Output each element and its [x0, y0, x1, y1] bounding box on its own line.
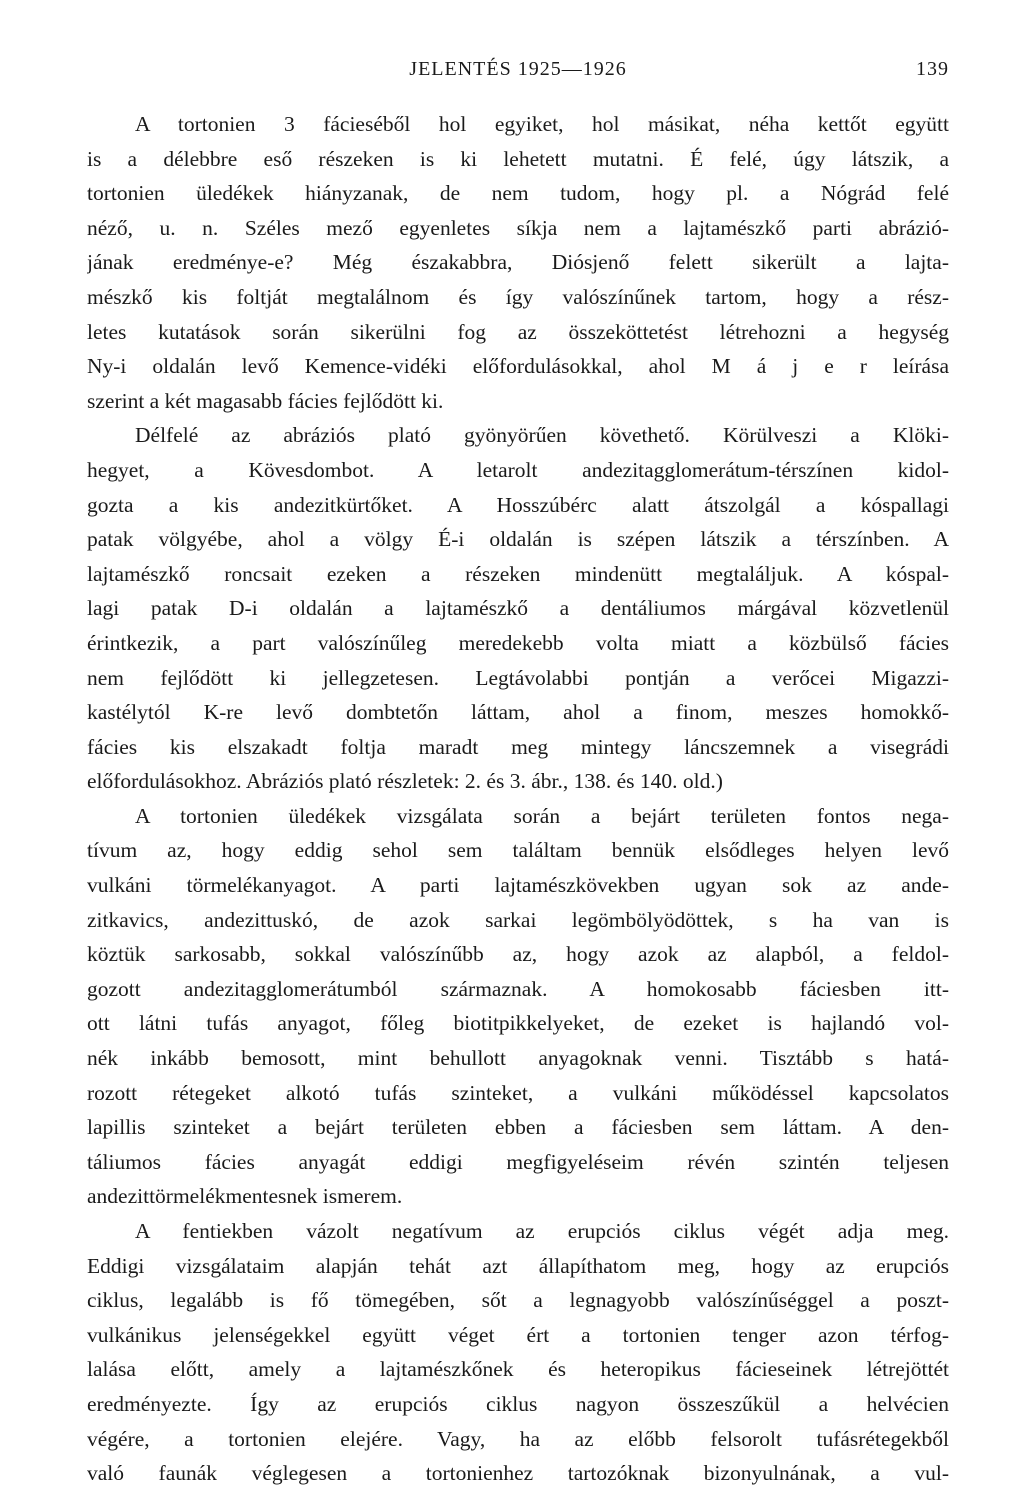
text-line: jának eredménye-e? Még északabbra, Diósjenő felett sikerült a lajta-	[87, 250, 949, 275]
running-head	[87, 58, 949, 88]
text-line: is a délebbre eső részeken is ki lehetett mutatni. É felé, úgy látszik, a	[87, 146, 949, 171]
text-line: néző, u. n. Széles mező egyenletes síkja nem a lajtamészkő parti abrázió-	[87, 215, 949, 240]
text-line: eredményezte. Így az erupciós ciklus nagyon összeszűkül a helvécien	[87, 1391, 949, 1416]
text-line: tortonien üledékek hiányzanak, de nem tudom, hogy pl. a Nógrád felé	[87, 181, 949, 206]
text-line: való faunák véglegesen a tortonienhez tartozóknak bizonyulnának, a vul-	[87, 1461, 949, 1486]
text-line: lalása előtt, amely a lajtamészkőnek és heteropikus fácieseinek létrejöttét	[87, 1357, 949, 1382]
text-line: lapillis szinteket a bejárt területen ebben a fáciesben sem láttam. A den-	[87, 1115, 949, 1140]
text-line: fácies kis elszakadt foltja maradt meg mintegy láncszemnek a visegrádi	[87, 734, 949, 759]
running-head-title: JELENTÉS 1925—1926	[409, 58, 627, 80]
text-line: nék inkább bemosott, mint behullott anyagoknak venni. Tisztább s hatá-	[87, 1046, 949, 1071]
text-line: tívum az, hogy eddig sehol sem találtam bennük elsődleges helyen levő	[87, 838, 949, 863]
text-line: hegyet, a Kövesdombot. A letarolt andezitagglomerátum-térszínen kidol-	[87, 457, 949, 482]
page-number: 139	[916, 58, 949, 80]
text-line: rozott rétegeket alkotó tufás szinteket, a vulkáni működéssel kapcsolatos	[87, 1080, 949, 1105]
text-line: A tortonien 3 fácieséből hol egyiket, hol másikat, néha kettőt együtt	[135, 112, 949, 136]
text-line: lajtamészkő roncsait ezeken a részeken mindenütt megtaláljuk. A kóspal-	[87, 561, 949, 586]
text-line: vulkánikus jelenségekkel együtt véget ért a tortonien tenger azon térfog-	[87, 1322, 949, 1347]
text-line: ott látni tufás anyagot, főleg biotitpikkelyeket, de ezeket is hajlandó vol-	[87, 1011, 949, 1036]
text-line: gozott andezitagglomerátumból származnak. A homokosabb fáciesben itt-	[87, 976, 949, 1001]
text-line: lagi patak D-i oldalán a lajtamészkő a dentáliumos márgával közvetlenül	[87, 596, 949, 621]
text-line: köztük sarkosabb, sokkal valószínűbb az, hogy azok az alapból, a feldol-	[87, 942, 949, 967]
text-line: zitkavics, andezittuskó, de azok sarkai legömbölyödöttek, s ha van is	[87, 907, 949, 932]
text-line: gozta a kis andezitkürtőket. A Hosszúbérc alatt átszolgál a kóspallagi	[87, 492, 949, 517]
text-line: ciklus, legalább is fő tömegében, sőt a legnagyobb valószínűséggel a poszt-	[87, 1288, 949, 1313]
text-line: letes kutatások során sikerülni fog az összeköttetést létrehozni a hegység	[87, 319, 949, 344]
text-line: andezittörmelékmentesnek ismerem.	[87, 1184, 403, 1209]
text-line: patak völgyébe, ahol a völgy É-i oldalán is szépen látszik a térszínben. A	[87, 527, 949, 552]
text-line: A tortonien üledékek vizsgálata során a bejárt területen fontos nega-	[135, 803, 949, 828]
text-line: Ny-i oldalán levő Kemence-vidéki előfordulásokkal, ahol M á j e r leírása	[87, 354, 949, 379]
text-line: A fentiekben vázolt negatívum az erupciós ciklus végét adja meg.	[135, 1219, 949, 1243]
body-text	[87, 107, 949, 1491]
text-line: kastélytól K-re levő dombtetőn láttam, ahol a finom, meszes homokkő-	[87, 700, 949, 725]
text-line: táliumos fácies anyagát eddigi megfigyeléseim révén szintén teljesen	[87, 1149, 949, 1174]
text-line: nem fejlődött ki jellegzetesen. Legtávolabbi pontján a verőcei Migazzi-	[87, 665, 949, 690]
text-line: mészkő kis foltját megtalálnom és így valószínűnek tartom, hogy a rész-	[87, 284, 949, 309]
text-line: vulkáni törmelékanyagot. A parti lajtamészkövekben ugyan sok az ande-	[87, 873, 949, 898]
text-line: Eddigi vizsgálataim alapján tehát azt állapíthatom meg, hogy az erupciós	[87, 1253, 949, 1278]
text-line: érintkezik, a part valószínűleg meredekebb volta miatt a közbülső fácies	[87, 630, 949, 655]
text-line: előfordulásokhoz. Abráziós plató részletek: 2. és 3. ábr., 138. és 140. old.)	[87, 769, 723, 794]
text-line: végére, a tortonien elejére. Vagy, ha az előbb felsorolt tufásrétegekből	[87, 1426, 949, 1451]
text-line: Délfelé az abráziós plató gyönyörűen követhető. Körülveszi a Klöki-	[135, 423, 949, 448]
text-line: szerint a két magasabb fácies fejlődött ki.	[87, 388, 444, 413]
